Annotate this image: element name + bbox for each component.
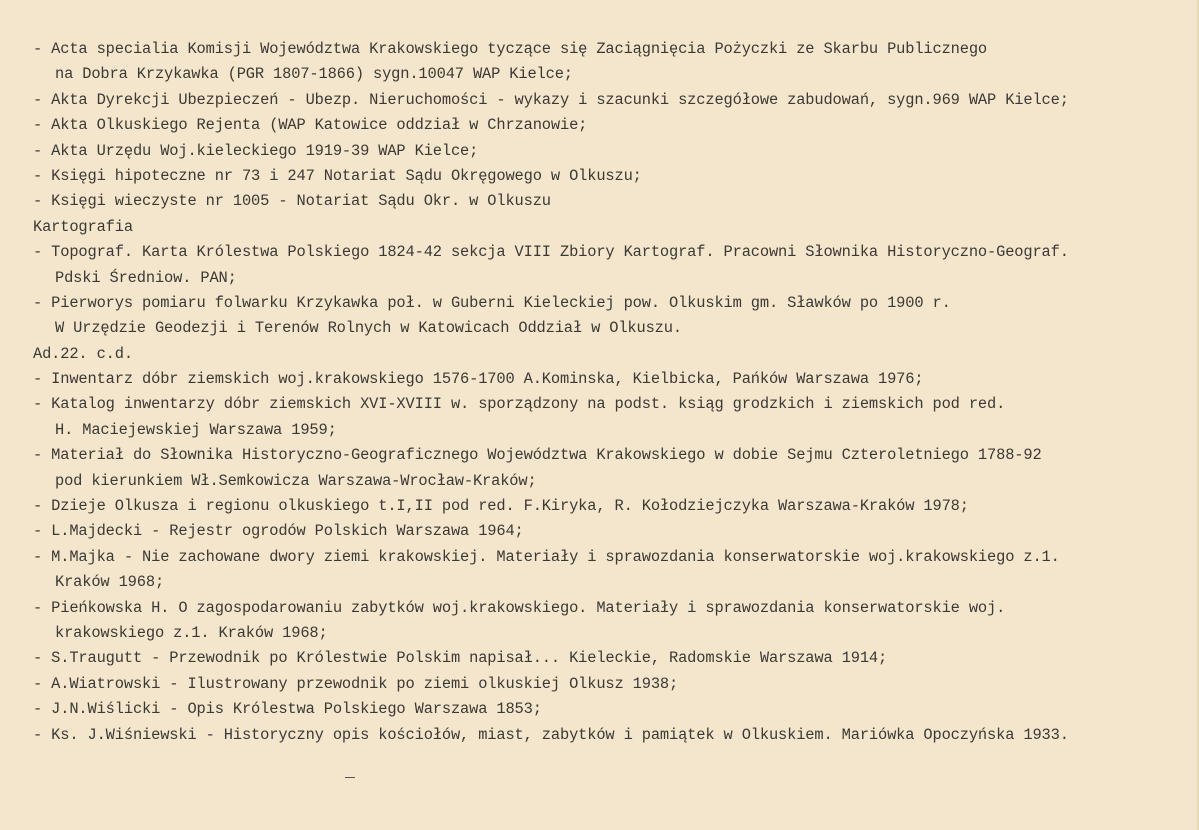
bibliography-entry (33, 545, 1183, 596)
entry-continuation-line: pod kierunkiem Wł.Semkowicza Warszawa-Wrocław-Kraków; (55, 471, 537, 490)
entry-continuation-line: Pdski Średniow. PAN; (55, 268, 237, 287)
entry-continuation-line: Kraków 1968; (55, 573, 165, 592)
bibliography-entry (33, 88, 1183, 113)
entry-line: - Katalog inwentarzy dóbr ziemskich XVI-XVIII w. sporządzony na podst. ksiąg grodzkich i ziemskich pod red. (33, 395, 1006, 414)
entry-line: - L.Majdecki - Rejestr ogrodów Polskich Warszawa 1964; (33, 522, 524, 541)
entry-line: Ad.22. c.d. (33, 344, 133, 363)
entry-line: - Akta Olkuskiego Rejenta (WAP Katowice oddział w Chrzanowie; (33, 116, 588, 135)
entry-line: - A.Wiatrowski - Ilustrowany przewodnik po ziemi olkuskiej Olkusz 1938; (33, 674, 679, 693)
entry-line: - S.Traugutt - Przewodnik po Królestwie Polskim napisał... Kieleckie, Radomskie Warszawa 1914; (33, 649, 888, 668)
bibliography-entry (33, 519, 1183, 544)
bibliography-entry (33, 392, 1183, 443)
entry-line: - Akta Dyrekcji Ubezpieczeń - Ubezp. Nieruchomości - wykazy i szacunki szczegółowe zabudowań, sygn.969 WAP Kielce; (33, 90, 1069, 109)
bibliography-entry (33, 697, 1183, 722)
bibliography-entry (33, 164, 1183, 189)
bibliography-entry (33, 646, 1183, 671)
entry-line: - Topograf. Karta Królestwa Polskiego 1824-42 sekcja VIII Zbiory Kartograf. Pracowni Słownika Historyczno-Geograf. (33, 243, 1069, 262)
entry-line: - Materiał do Słownika Historyczno-Geograficznego Województwa Krakowskiego w dobie Sejmu Czteroletniego 1788-92 (33, 446, 1042, 465)
bibliography-entry (33, 139, 1183, 164)
entry-line: - J.N.Wiślicki - Opis Królestwa Polskiego Warszawa 1853; (33, 700, 542, 719)
entry-line: - Ks. J.Wiśniewski - Historyczny opis kościołów, miast, zabytków i pamiątek w Olkuskiem. Mariówka Opoczyńska 1933. (33, 725, 1069, 744)
entry-line: - Acta specialia Komisji Województwa Krakowskiego tyczące się Zaciągnięcia Pożyczki ze Skarbu Publicznego (33, 40, 988, 58)
section-heading (33, 215, 1183, 240)
bibliography-entry (33, 494, 1183, 519)
entry-continuation-line: W Urzędzie Geodezji i Terenów Rolnych w Katowicach Oddział w Olkuszu. (55, 319, 682, 338)
entry-line: - M.Majka - Nie zachowane dwory ziemi krakowskiej. Materiały i sprawozdania konserwatorskie woj.krakowskiego z.1. (33, 547, 1060, 566)
bibliography-entry (33, 596, 1183, 647)
bibliography-entry (33, 113, 1183, 138)
entry-line: - Księgi wieczyste nr 1005 - Notariat Sądu Okr. w Olkuszu (33, 192, 551, 211)
bibliography-entry (33, 37, 1183, 88)
entry-line: Kartografia (33, 217, 133, 236)
entry-continuation-line: krakowskiego z.1. Kraków 1968; (55, 623, 328, 642)
bibliography-entry (33, 672, 1183, 697)
bibliography-entry (33, 291, 1183, 342)
entry-continuation-line: na Dobra Krzykawka (PGR 1807-1866) sygn.10047 WAP Kielce; (55, 65, 573, 84)
entry-line: - Pieńkowska H. O zagospodarowaniu zabytków woj.krakowskiego. Materiały i sprawozdania konserwatorskie woj. (33, 598, 1006, 617)
document-text (33, 37, 1183, 748)
entry-line: - Akta Urzędu Woj.kieleckiego 1919-39 WAP Kielce; (33, 141, 479, 160)
bibliography-entry (33, 443, 1183, 494)
entry-line: - Pierworys pomiaru folwarku Krzykawka poł. w Guberni Kieleckiej pow. Olkuskim gm. Sławków po 1900 r. (33, 293, 951, 312)
stray-dash-mark (345, 777, 355, 778)
entry-line: - Dzieje Olkusza i regionu olkuskiego t.I,II pod red. F.Kiryka, R. Kołodziejczyka Warszawa-Kraków 1978; (33, 497, 969, 516)
bibliography-entry (33, 723, 1183, 748)
entry-continuation-line: H. Maciejewskiej Warszawa 1959; (55, 420, 337, 439)
bibliography-entry (33, 240, 1183, 291)
section-heading (33, 342, 1183, 367)
bibliography-entry (33, 189, 1183, 214)
entry-line: - Księgi hipoteczne nr 73 i 247 Notariat Sądu Okręgowego w Olkuszu; (33, 166, 642, 185)
entry-line: - Inwentarz dóbr ziemskich woj.krakowskiego 1576-1700 A.Kominska, Kielbicka, Pańków Warszawa 1976; (33, 370, 924, 389)
bibliography-entry (33, 367, 1183, 392)
